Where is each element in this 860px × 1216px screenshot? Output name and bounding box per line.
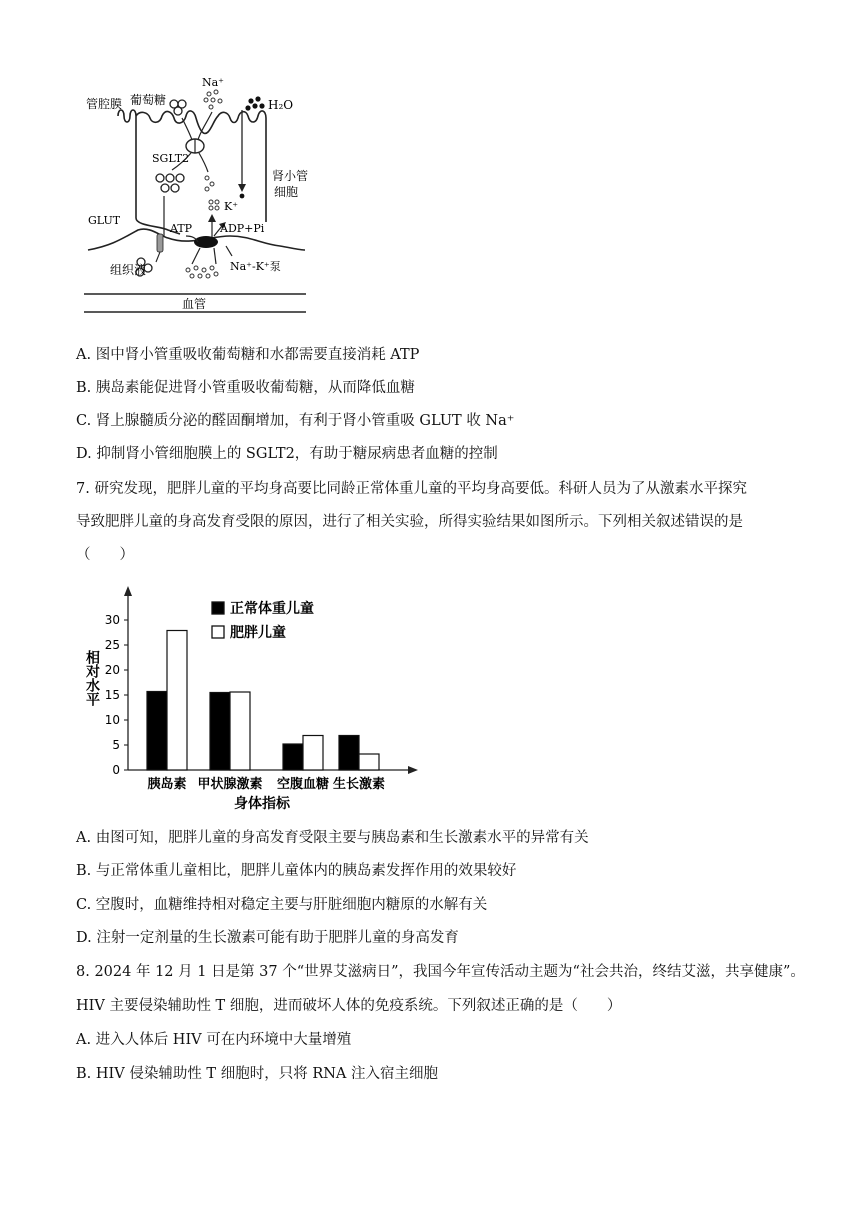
label-glut: GLUT bbox=[88, 214, 121, 227]
kidney-tubule-diagram bbox=[0, 0, 860, 320]
lumen-membrane-line bbox=[118, 110, 266, 234]
y-tick-label: 20 bbox=[104, 663, 120, 677]
label-sglt2: SGLT2 bbox=[152, 152, 190, 165]
q6-option-b: B. 胰岛素能促进肾小管重吸收葡萄糖，从而降低血糖 bbox=[76, 380, 415, 396]
label-glucose: 葡萄糖 bbox=[130, 93, 167, 107]
glucose-molecules-cell bbox=[156, 174, 184, 192]
label-na: Na⁺ bbox=[202, 76, 224, 89]
q8-stem-line-2: HIV 主要侵染辅助性 T 细胞，进而破坏人体的免疫系统。下列叙述正确的是（ ） bbox=[76, 998, 622, 1014]
q7-stem-line-3: （ ） bbox=[76, 547, 134, 563]
category-label: 空腹血糖 bbox=[276, 777, 330, 792]
bar bbox=[147, 692, 167, 771]
na-entry-arrow bbox=[198, 112, 212, 140]
bar bbox=[359, 754, 379, 770]
chart-bars bbox=[147, 631, 379, 771]
legend-swatch bbox=[212, 602, 224, 614]
glucose-entry-arrow bbox=[182, 118, 192, 140]
bar bbox=[303, 736, 323, 771]
q7-option-c: C. 空腹时，血糖维持相对稳定主要与肝脏细胞内糖原的水解有关 bbox=[76, 897, 488, 913]
label-pump: Na⁺-K⁺泵 bbox=[230, 260, 281, 273]
y-tick-label: 15 bbox=[104, 688, 120, 702]
label-blood-vessel: 血管 bbox=[182, 297, 207, 311]
y-axis-label: 相对水平 bbox=[84, 650, 100, 706]
hormone-bar-chart bbox=[0, 580, 860, 820]
q7-stem-line-2: 导致肥胖儿童的身高发育受限的原因，进行了相关实验，所得实验结果如图所示。下列相关叙述错误的是 bbox=[76, 514, 743, 530]
label-tissue-fluid: 组织液 bbox=[110, 263, 147, 277]
y-axis-arrow bbox=[124, 586, 132, 596]
q8-option-a: A. 进入人体后 HIV 可在内环境中大量增殖 bbox=[76, 1032, 352, 1048]
q6-option-c: C. 肾上腺髓质分泌的醛固酮增加，有利于肾小管重吸 GLUT 收 Na⁺ bbox=[76, 413, 515, 429]
q7-stem-line-1: 7. 研究发现，肥胖儿童的平均身高要比同龄正常体重儿童的平均身高要低。科研人员为了从激素水平探究 bbox=[76, 481, 747, 497]
na-ions-cell bbox=[205, 176, 214, 191]
bar bbox=[230, 692, 250, 770]
x-axis-arrow bbox=[408, 766, 418, 774]
label-adp-pi: ADP+Pi bbox=[220, 222, 265, 235]
legend-label: 正常体重儿童 bbox=[230, 601, 314, 617]
na-ions-tissue bbox=[186, 266, 218, 278]
label-tubule-cell-1: 肾小管 bbox=[272, 169, 309, 183]
na-ions-lumen bbox=[204, 90, 222, 109]
q6-option-a: A. 图中肾小管重吸收葡萄糖和水都需要直接消耗 ATP bbox=[76, 347, 420, 363]
bar bbox=[339, 736, 359, 771]
y-tick-label: 30 bbox=[104, 613, 120, 627]
category-label: 生长激素 bbox=[332, 777, 386, 792]
legend-swatch bbox=[212, 626, 224, 638]
chart-category-labels bbox=[147, 776, 385, 792]
category-label: 胰岛素 bbox=[147, 777, 187, 792]
label-water: H₂O bbox=[268, 98, 294, 112]
y-tick-label: 0 bbox=[112, 763, 120, 777]
k-ions-cell bbox=[209, 200, 219, 210]
q8-option-b: B. HIV 侵染辅助性 T 细胞时，只将 RNA 注入宿主细胞 bbox=[76, 1066, 439, 1082]
sglt2-out-right-arrow bbox=[199, 153, 208, 172]
bar bbox=[283, 744, 303, 770]
glucose-molecules-lumen bbox=[170, 100, 186, 115]
water-molecules bbox=[245, 96, 264, 110]
y-tick-label: 5 bbox=[112, 738, 120, 752]
chart-legend bbox=[212, 600, 314, 641]
q7-option-b: B. 与正常体重儿童相比，肥胖儿童体内的胰岛素发挥作用的效果较好 bbox=[76, 863, 517, 879]
q7-option-a: A. 由图可知，肥胖儿童的身高发育受限主要与胰岛素和生长激素水平的异常有关 bbox=[76, 830, 589, 846]
x-axis-label: 身体指标 bbox=[234, 796, 290, 812]
y-tick-label: 25 bbox=[104, 638, 120, 652]
category-label: 甲状腺激素 bbox=[197, 777, 263, 792]
y-tick-label: 10 bbox=[104, 713, 120, 727]
q6-option-d: D. 抑制肾小管细胞膜上的 SGLT2，有助于糖尿病患者血糖的控制 bbox=[76, 446, 498, 462]
bar bbox=[167, 631, 187, 771]
q7-option-d: D. 注射一定剂量的生长激素可能有助于肥胖儿童的身高发育 bbox=[76, 930, 459, 946]
glut-transporter bbox=[157, 234, 163, 252]
label-lumen-membrane: 管腔膜 bbox=[86, 97, 123, 111]
bar bbox=[210, 693, 230, 771]
label-k: K⁺ bbox=[224, 200, 239, 213]
label-tubule-cell-2: 细胞 bbox=[274, 185, 299, 199]
label-atp: ATP bbox=[170, 222, 193, 235]
q8-stem-line-1: 8. 2024 年 12 月 1 日是第 37 个“世界艾滋病日”，我国今年宣传活动主题为“社会共治，终结艾滋，共享健康”。 bbox=[76, 964, 805, 980]
chart-ticks bbox=[105, 613, 128, 777]
legend-label: 肥胖儿童 bbox=[230, 625, 286, 641]
